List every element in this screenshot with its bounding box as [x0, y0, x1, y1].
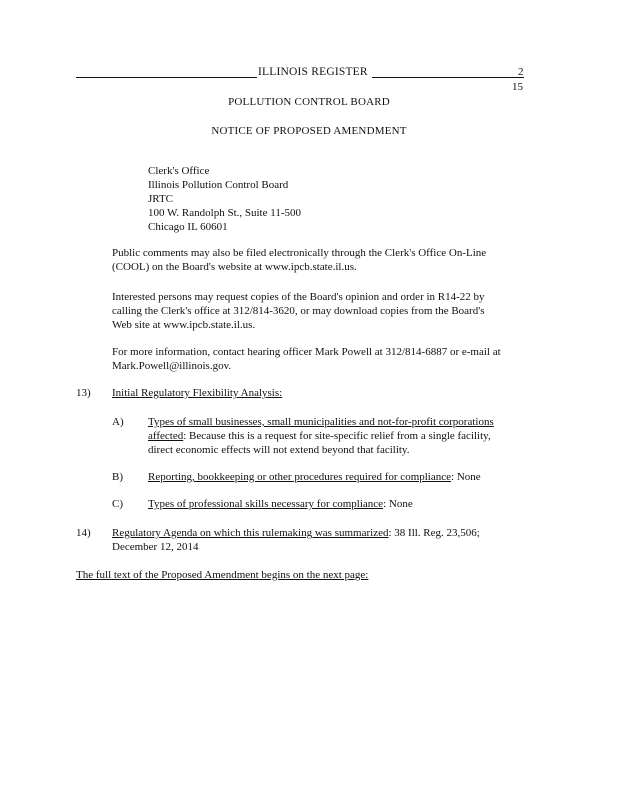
item-c-label: C) [112, 498, 123, 510]
section-14-body: : 38 Ill. Reg. 23,506; [388, 527, 480, 539]
section-14-title: Regulatory Agenda on which this rulemaking was summarized [112, 527, 389, 539]
item-a-body: : Because this is a request for site-specific relief from a single facility, [183, 430, 491, 442]
item-b-text [148, 470, 481, 484]
notice-title: NOTICE OF PROPOSED AMENDMENT [211, 125, 407, 137]
address-line: 100 W. Randolph St., Suite 11-500 [148, 207, 301, 219]
address-line: Illinois Pollution Control Board [148, 179, 289, 191]
contact-info-text: For more information, contact hearing officer Mark Powell at 312/814-6887 or e-mail at [112, 346, 501, 358]
address-line: JRTC [148, 193, 174, 205]
full-text-notice: The full text of the Proposed Amendment begins on the next page: [76, 569, 369, 581]
item-a-title: Types of small businesses, small municipalities and not-for-profit corporations [148, 416, 494, 428]
item-a-text [148, 429, 491, 443]
header-rule-right [372, 77, 524, 78]
copies-text: calling the Clerk's office at 312/814-3620, or may download copies from the Board's [112, 305, 485, 317]
copies-text: Interested persons may request copies of the Board's opinion and order in R14-22 by [112, 291, 485, 303]
copies-text: Web site at www.ipcb.state.il.us. [112, 319, 256, 331]
item-a-title-cont: affected [148, 430, 184, 442]
public-comments-text: (COOL) on the Board's website at www.ipcb.state.il.us. [112, 261, 357, 273]
item-a-label: A) [112, 416, 124, 428]
section-13-number: 13) [76, 387, 91, 399]
item-a-text-cont: direct economic effects will not extend beyond that facility. [148, 444, 410, 456]
page-number: 2 [518, 66, 524, 78]
section-14-text [112, 526, 480, 540]
section-14-number: 14) [76, 527, 91, 539]
header-rule-left [76, 77, 257, 78]
item-c-text [148, 497, 413, 511]
item-c-title: Types of professional skills necessary for compliance [148, 498, 384, 510]
item-b-title: Reporting, bookkeeping or other procedures required for compliance [148, 471, 452, 483]
register-title: ILLINOIS REGISTER [258, 66, 368, 78]
public-comments-text: Public comments may also be filed electronically through the Clerk's Office On-Line [112, 247, 487, 259]
agency-title: POLLUTION CONTROL BOARD [228, 96, 390, 108]
contact-info-text: Mark.Powell@illinois.gov. [112, 360, 232, 372]
issue-number: 15 [512, 81, 523, 93]
item-b-body: : None [451, 471, 481, 483]
address-line: Clerk's Office [148, 165, 210, 177]
item-b-label: B) [112, 471, 123, 483]
section-13-title: Initial Regulatory Flexibility Analysis: [112, 387, 283, 399]
item-c-body: : None [383, 498, 413, 510]
address-line: Chicago IL 60601 [148, 221, 228, 233]
section-14-date: December 12, 2014 [112, 541, 199, 553]
